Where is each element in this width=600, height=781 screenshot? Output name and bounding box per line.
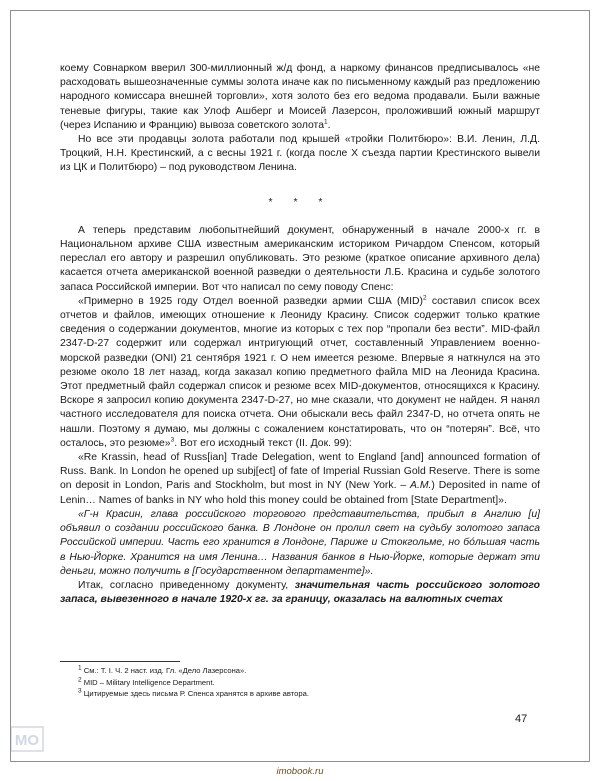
paragraph-7: Итак, согласно приведенному документу, значительная часть российского золотого запаса, вывезенного в начале 1920-х гг. за границу, оказалась на валютных счетах — [60, 579, 540, 606]
footnote: $^3$ Цитируемые здесь письма Р. Спенса хранятся в архиве автора. — [78, 687, 309, 699]
watermark-logo-icon — [10, 726, 44, 752]
paragraph-2: Но все эти продавцы золота работали под крышей «тройки Политбюро»: В.И. Ленин, Л.Д. Троцкий, Н.Н. Крестинский, а с весны 1921 г. (когда после X съезда партии Крестинского вывели из ЦК и Политбюро) – под руководством Ленина. — [60, 134, 540, 174]
footnotes — [78, 665, 538, 700]
paragraph-5-english-quote: «Re Krassin, head of Russ[ian] Trade Delegation, went to England [and] announced formation of Russ. Bank. In London he opened up subj[ect] of fate of Imperial Russian Gold Reserve. There is some on deposit in London, Paris and Stockholm, but most in NY (New York. – A.M.) Deposited in name of Lenin… Names of banks in NY who hold this money could be obtained from [State Department]». — [60, 452, 540, 506]
document-body — [60, 62, 540, 607]
watermark-text: MO — [14, 732, 40, 749]
footnote: $^1$ См.: Т. I. Ч. 2 наст. изд. Гл. «Дело Лазерсона». — [78, 664, 247, 675]
footnote: $^2$ MID – Military Intelligence Department. — [78, 676, 215, 687]
paragraph-4-quote: «Примерно в 1925 году Отдел военной разведки армии США (MID)$^2$ составил список всех отчетов и файлов, имеющих отношение к Леониду Красину. Список содержит только краткие сведения о содержании документов, многие из которых с тех пор “пропали без вести”. MID-файл 2347-D-27 содержит или содержал интригующий отчет, составленный Управлением военно-морской разведки (ONI) 21 сентября 1921 г. О нем имеется резюме. Впервые я наткнулся на это резюме около 18 лет назад, когда заказал копию предметного файла MID на Леонида Красина. Этот предметный файл содержал список и резюме всех MID-документов, относящихся к Красину. Вскоре я запросил копию документа 2347-D-27, но мне сказали, что документ не найден. Я нанял частного исследователя для поиска отчета. Они обыскали весь файл 2347-D, но отчета опять не нашли. Поэтому я думаю, мы должны с сожалением констатировать, что он “потерян”. Всё, что осталось, это резюме»$^3$. Вот его исходный текст (II. Док. 99): — [60, 294, 540, 449]
footnote-rule — [60, 661, 180, 662]
paragraph-1: коему Совнарком вверил 300-миллионный ж/д фонд, а наркому финансов предписывалось «не расходовать вышеозначенные суммы золота иначе как по письменному каждый раз предложению народного комиссара внешней торговли», хотя золото без его ведома продавали. Были важные теневые фигуры, такие как Улоф Ашберг и Моисей Лазерсон, проложивший южный маршрут (через Испанию и Францию) вывоза советского золота$^1$. — [60, 63, 540, 131]
section-separator: * * * — [268, 196, 332, 208]
site-footer-link[interactable]: imobook.ru — [276, 766, 324, 777]
paragraph-6-translation: «Г-н Красин, глава российского торгового представительства, прибыл в Англию [и] объявил о создании российского банка. В Лондоне он пролил свет на судьбу золотого запаса Российской империи. Часть его хранится в Лондоне, Париже и Стокгольме, но бо́льшая часть в Нью-Йорке. Хранится на имя Ленина… Названия банков в Нью-Йорке, которые держат эти деньги, можно получить в [Государственном департаменте]». — [60, 508, 540, 577]
page-number: 47 — [515, 713, 528, 725]
paragraph-3: А теперь представим любопытнейший документ, обнаруженный в начале 2000-х гг. в Национальном архиве США известным американским историком Ричардом Спенсом, который переслал его автору и разрешил опубликовать. Это резюме (краткое описание архивного дела) касается отчета американской военной разведки о деятельности Л.Б. Красина и судьбе золотого запаса Российской империи. Вот что написал по сему поводу Спенс: — [60, 224, 540, 293]
